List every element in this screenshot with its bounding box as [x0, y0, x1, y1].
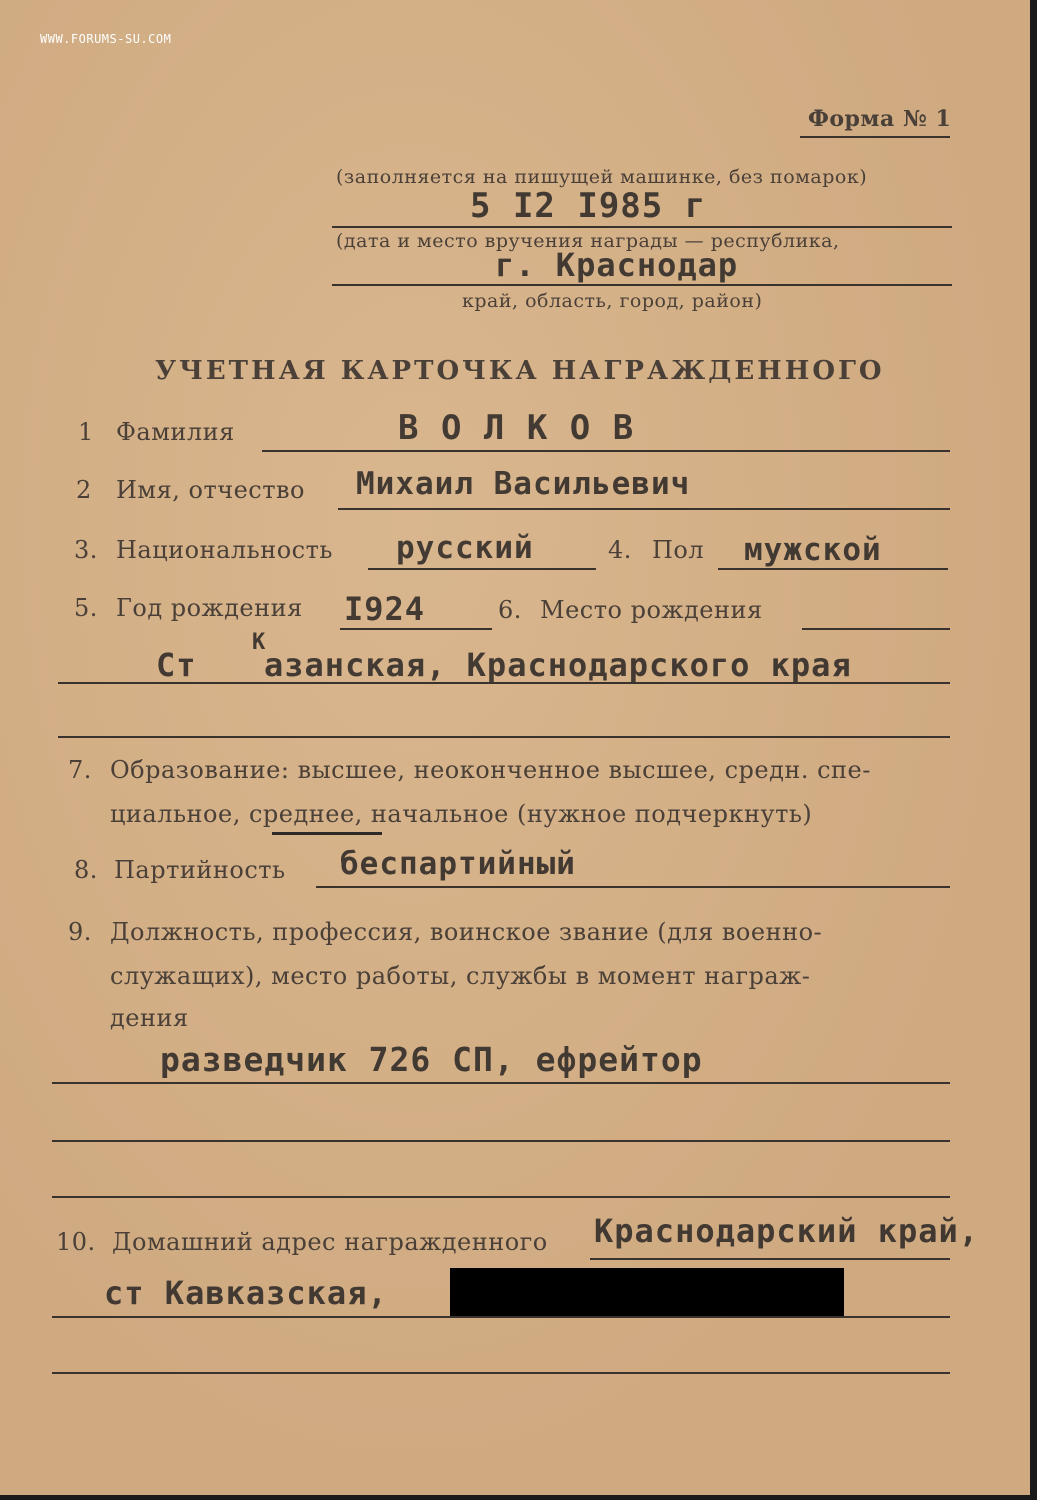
field-5-rule — [340, 628, 492, 630]
field-6-rule-1 — [802, 628, 950, 630]
field-4-rule — [718, 568, 948, 570]
field-1-number: 1 — [78, 418, 94, 446]
field-4-label: Пол — [652, 536, 705, 564]
field-5-value: I924 — [344, 590, 426, 628]
field-10-number: 10. — [56, 1228, 96, 1256]
field-10-rule-2 — [52, 1316, 950, 1318]
field-8-number: 8. — [74, 856, 98, 884]
field-6-number: 6. — [498, 596, 522, 624]
field-1-label: Фамилия — [116, 418, 235, 446]
field-2-number: 2 — [76, 476, 92, 504]
award-caption-2: край, область, город, район) — [462, 290, 763, 312]
watermark: WWW.FORUMS-SU.COM — [40, 32, 172, 46]
field-8-value: беспартийный — [340, 846, 576, 882]
field-5-label: Год рождения — [116, 594, 303, 622]
field-2-label: Имя, отчество — [116, 476, 305, 504]
field-1-rule — [262, 450, 950, 452]
scan-edge-bottom — [0, 1495, 1037, 1500]
field-2-rule — [338, 508, 950, 510]
field-8-rule — [316, 886, 950, 888]
field-7-line-1: Образование: высшее, неоконченное высшее, средн. спе- — [110, 756, 871, 784]
field-1-value: В О Л К О В — [398, 408, 635, 448]
field-10-rule-1 — [590, 1258, 950, 1260]
field-4-value: мужской — [744, 532, 882, 568]
award-date-rule — [332, 226, 952, 228]
field-7-number: 7. — [68, 756, 92, 784]
field-6-rule-3 — [58, 736, 950, 738]
field-9-rule-3 — [52, 1196, 950, 1198]
scan-edge-right — [1030, 0, 1037, 1500]
field-4-number: 4. — [608, 536, 632, 564]
field-3-label: Национальность — [116, 536, 333, 564]
field-9-number: 9. — [68, 918, 92, 946]
field-3-number: 3. — [74, 536, 98, 564]
field-10-value-line-2: ст Кавказская, — [104, 1274, 388, 1312]
field-9-rule-2 — [52, 1140, 950, 1142]
field-5-number: 5. — [74, 594, 98, 622]
field-2-value: Михаил Васильевич — [356, 466, 691, 502]
award-date-value: 5 I2 I985 г — [470, 186, 707, 226]
field-6-value-prefix: Ст — [156, 646, 197, 684]
form-label-rule — [800, 136, 950, 138]
field-6-value-insert: К — [252, 630, 267, 655]
education-underline-mark — [272, 832, 382, 835]
field-8-label: Партийность — [114, 856, 286, 884]
field-9-rule-1 — [52, 1082, 950, 1084]
instruction-text: (заполняется на пишущей машинке, без помарок) — [336, 166, 868, 188]
field-6-rule-2 — [58, 682, 950, 684]
card-title: УЧЕТНАЯ КАРТОЧКА НАГРАЖДЕННОГО — [155, 356, 885, 386]
field-9-line-2: служащих), место работы, службы в момент награж- — [110, 962, 811, 990]
award-place-value: г. Краснодар — [495, 246, 739, 284]
redaction-bar — [450, 1268, 844, 1318]
field-6-value: азанская, Краснодарского края — [264, 646, 852, 684]
award-caption-1: (дата и место вручения награды — республика, — [336, 230, 840, 252]
field-9-line-3: дения — [110, 1004, 189, 1032]
field-10-label: Домашний адрес награжденного — [112, 1228, 548, 1256]
field-6-label: Место рождения — [540, 596, 763, 624]
field-7-line-2: циальное, среднее, начальное (нужное подчеркнуть) — [110, 800, 813, 828]
award-place-rule — [332, 284, 952, 286]
field-10-value-line-1: Краснодарский край, — [594, 1212, 980, 1250]
field-10-rule-3 — [52, 1372, 950, 1374]
field-9-value: разведчик 726 СП, ефрейтор — [160, 1040, 703, 1079]
field-3-value: русский — [396, 530, 534, 566]
field-9-line-1: Должность, профессия, воинское звание (для военно- — [110, 918, 823, 946]
field-3-rule — [368, 568, 596, 570]
form-label: Форма № 1 — [808, 106, 952, 132]
